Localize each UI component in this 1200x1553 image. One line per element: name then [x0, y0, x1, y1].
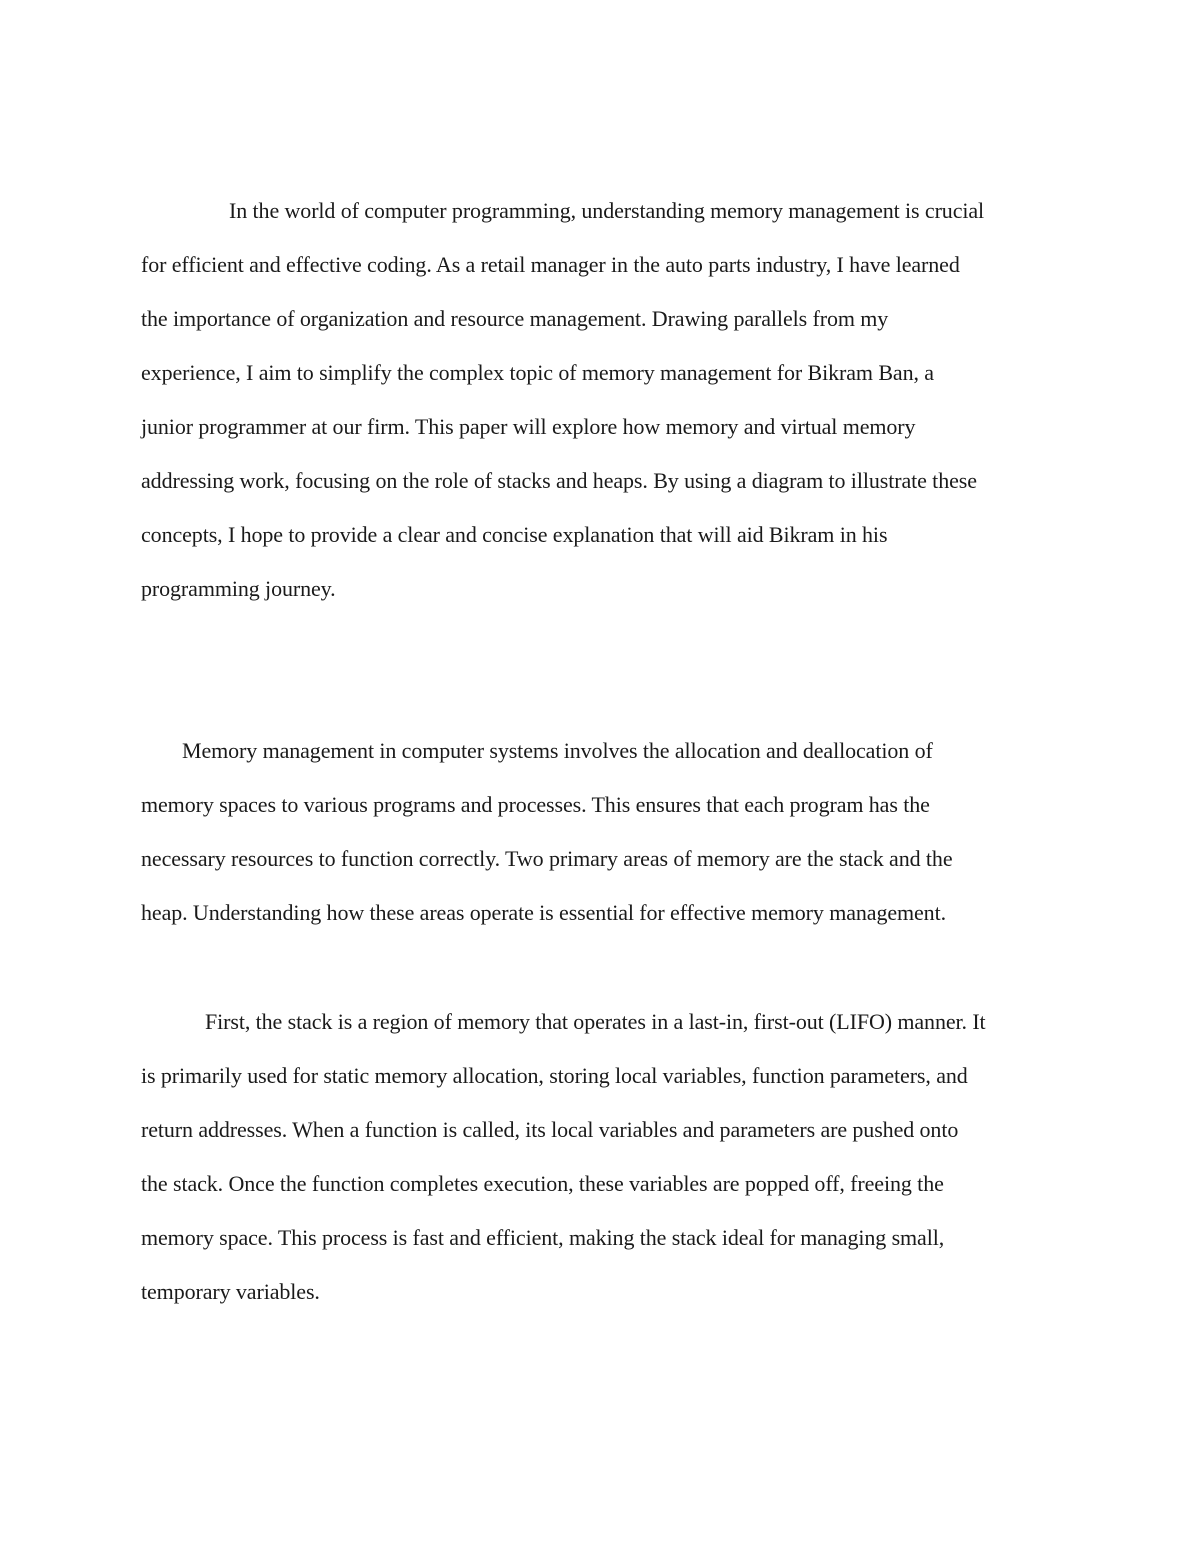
- paragraph-3-line-2: is primarily used for static memory allocation, storing local variables, function parameters, and: [141, 1063, 968, 1088]
- paragraph-3-line-1: First, the stack is a region of memory that operates in a last-in, first-out (LIFO) manner. It: [205, 1009, 986, 1034]
- paragraph-1-line-7: concepts, I hope to provide a clear and concise explanation that will aid Bikram in his: [141, 522, 888, 547]
- paragraph-1-line-8: programming journey.: [141, 576, 336, 601]
- paragraph-1-line-5: junior programmer at our firm. This paper will explore how memory and virtual memory: [141, 414, 916, 439]
- paragraph-1-line-2: for efficient and effective coding. As a retail manager in the auto parts industry, I have learned: [141, 252, 960, 277]
- paragraph-2-line-4: heap. Understanding how these areas operate is essential for effective memory management.: [141, 900, 946, 925]
- paragraph-3-line-4: the stack. Once the function completes execution, these variables are popped off, freeing the: [141, 1171, 944, 1196]
- paragraph-3-line-5: memory space. This process is fast and efficient, making the stack ideal for managing small,: [141, 1225, 945, 1250]
- paragraph-1-line-6: addressing work, focusing on the role of stacks and heaps. By using a diagram to illustrate these: [141, 468, 977, 493]
- paragraph-1-line-1: In the world of computer programming, understanding memory management is crucial: [229, 198, 985, 223]
- paragraph-2-line-2: memory spaces to various programs and processes. This ensures that each program has the: [141, 792, 930, 817]
- paragraph-1-line-3: the importance of organization and resource management. Drawing parallels from my: [141, 306, 889, 331]
- paragraph-1-line-4: experience, I aim to simplify the complex topic of memory management for Bikram Ban, a: [141, 360, 934, 385]
- paragraph-2-line-1: Memory management in computer systems involves the allocation and deallocation of: [182, 738, 933, 763]
- paragraph-3-line-6: temporary variables.: [141, 1279, 320, 1304]
- paragraph-2-line-3: necessary resources to function correctly. Two primary areas of memory are the stack and the: [141, 846, 953, 871]
- paragraph-3-line-3: return addresses. When a function is called, its local variables and parameters are pushed onto: [141, 1117, 959, 1142]
